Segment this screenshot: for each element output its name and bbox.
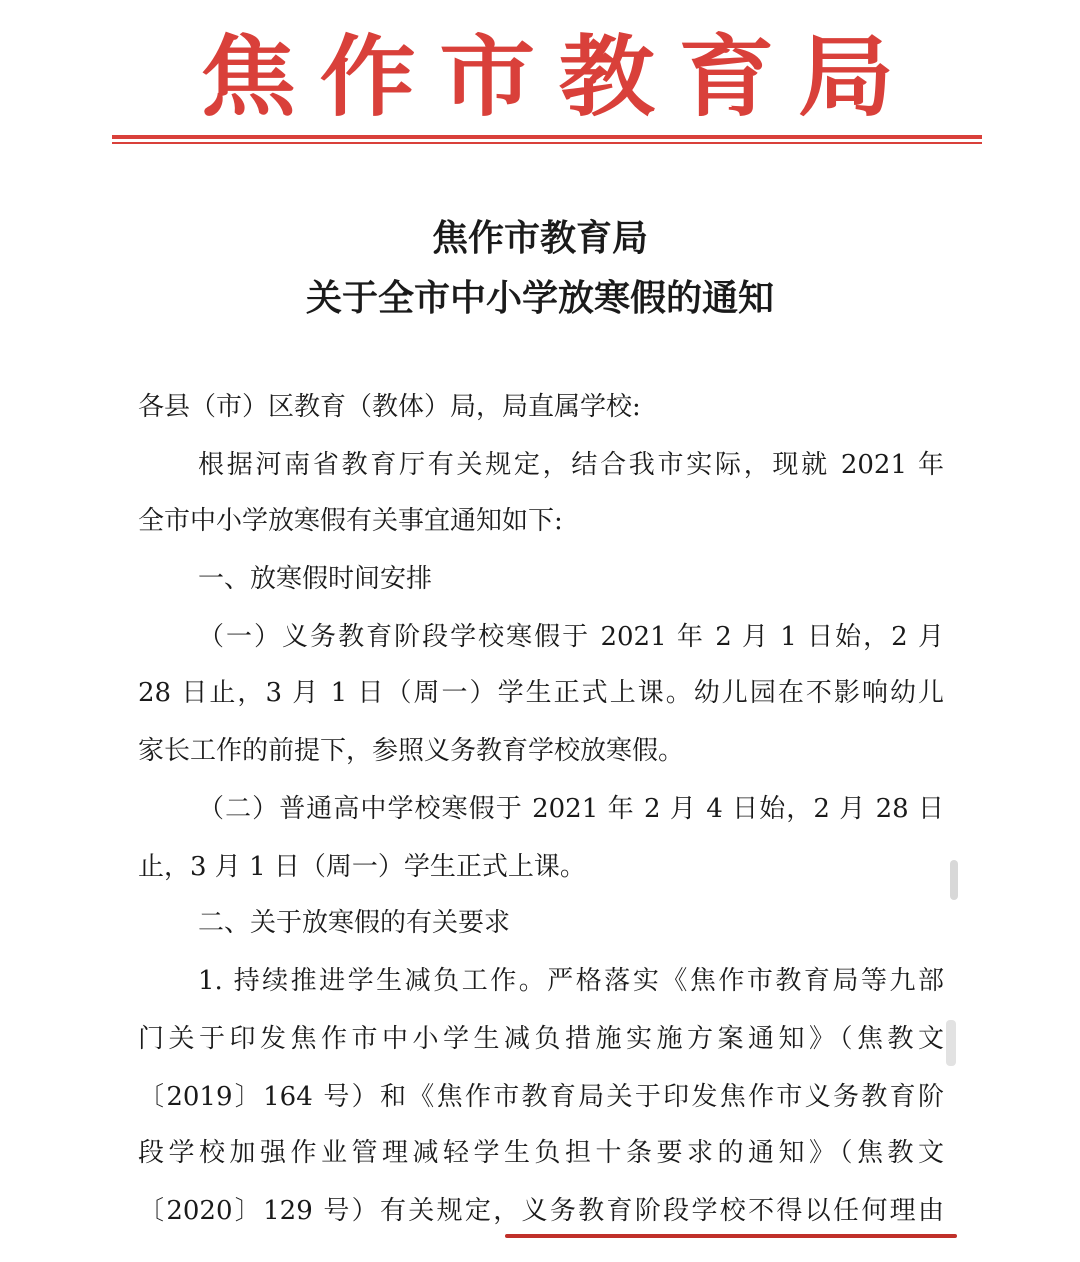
paragraph-line: 全市中小学放寒假有关事宜通知如下: xyxy=(138,506,563,536)
paragraph-line: 门关于印发焦作市中小学生减负措施实施方案通知》（焦教文 xyxy=(138,1024,944,1054)
letterhead-char: 焦 xyxy=(200,25,296,129)
letterhead xyxy=(112,22,982,132)
letterhead-rule-thin xyxy=(112,142,982,144)
section-heading: 一、放寒假时间安排 xyxy=(198,564,433,594)
document-title-line2: 关于全市中小学放寒假的通知 xyxy=(305,278,774,319)
paragraph-line: （二）普通高中学校寒假于 2021 年 2 月 4 日始，2 月 28 日 xyxy=(198,794,944,824)
paragraph-line: 〔2019〕164 号）和《焦作市教育局关于印发焦作市义务教育阶 xyxy=(138,1082,944,1112)
scan-artifact xyxy=(946,1020,956,1066)
paragraph-line: 〔2020〕129 号）有关规定，义务教育阶段学校不得以任何理由 xyxy=(138,1196,944,1226)
paragraph-line: 根据河南省教育厅有关规定，结合我市实际，现就 2021 年 xyxy=(198,450,944,480)
paragraph-line: 28 日止，3 月 1 日（周一）学生正式上课。幼儿园在不影响幼儿 xyxy=(138,678,944,708)
highlight-underline xyxy=(505,1234,957,1238)
section-heading: 二、关于放寒假的有关要求 xyxy=(198,908,511,938)
paragraph-line: 段学校加强作业管理减轻学生负担十条要求的通知》（焦教文 xyxy=(138,1138,944,1168)
letterhead-char: 育 xyxy=(678,25,775,129)
letterhead-rule xyxy=(112,135,982,139)
document-title-line1: 焦作市教育局 xyxy=(431,218,648,259)
salutation: 各县（市）区教育（教体）局，局直属学校: xyxy=(138,392,641,422)
letterhead-char: 作 xyxy=(319,25,416,129)
paragraph-line: 家长工作的前提下，参照义务教育学校放寒假。 xyxy=(138,736,685,766)
paragraph-line: 1. 持续推进学生减负工作。严格落实《焦作市教育局等九部 xyxy=(198,966,944,996)
letterhead-char: 教 xyxy=(558,25,655,129)
letterhead-char: 局 xyxy=(797,25,894,129)
scan-artifact xyxy=(950,860,958,900)
paragraph-line: 止，3 月 1 日（周一）学生正式上课。 xyxy=(138,852,586,882)
paragraph-line: （一）义务教育阶段学校寒假于 2021 年 2 月 1 日始，2 月 xyxy=(198,622,944,652)
letterhead-char: 市 xyxy=(439,25,536,129)
